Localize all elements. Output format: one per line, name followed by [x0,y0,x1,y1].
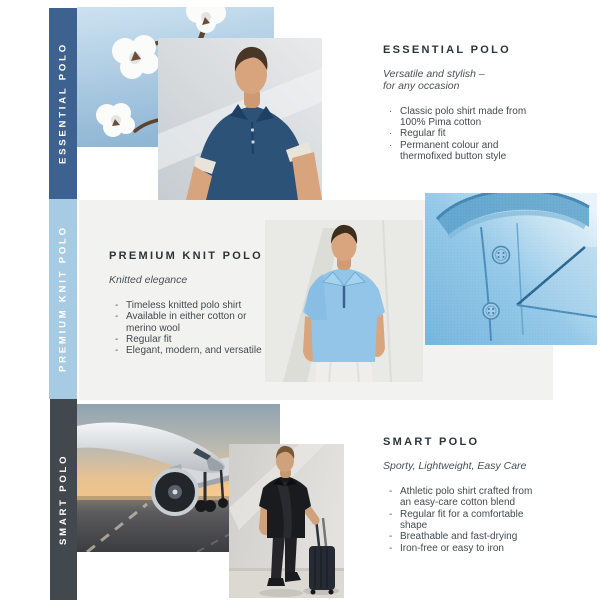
bullet-item [115,300,289,311]
bullet-marker: - [115,299,119,311]
bullet-text: Iron-free or easy to iron [400,542,504,554]
bullet-item [389,509,588,532]
navy-polo-man-photo [158,38,322,200]
bullet-marker: - [389,508,393,520]
side-tab-premium-label: PREMIUM KNIT POLO [57,225,69,373]
bullet-item [115,311,289,334]
premium-knit-polo-subtitle: Knitted elegance [109,274,188,286]
bullet-item [389,128,588,139]
premium-knit-polo-title: PREMIUM KNIT POLO [109,250,263,262]
bullet-marker: - [389,531,393,543]
side-tab-essential-polo [49,8,77,199]
bullet-item [115,345,289,356]
bullet-marker: · [389,105,393,117]
essential-polo-text-block [383,44,588,163]
light-blue-polo-man-illustration [265,220,423,382]
bullet-marker: - [115,334,119,346]
essential-polo-subtitle: Versatile and stylish – for any occasion [383,68,485,92]
side-tab-smart-label: SMART POLO [58,453,69,546]
bullet-text: Regular fit for a comfortable shape [400,508,524,532]
bullet-marker: - [115,311,119,323]
bullet-text: Classic polo shirt made from 100% Pima cotton [400,105,527,128]
essential-polo-bullet-list [389,106,588,163]
bullet-item [389,106,588,129]
bullet-item [389,486,588,509]
smart-polo-subtitle: Sporty, Lightweight, Easy Care [383,460,527,472]
black-polo-man-illustration [229,444,344,598]
premium-knit-polo-bullet-list [115,300,289,357]
side-tab-smart-polo [50,399,77,600]
bullet-marker: · [389,128,393,140]
navy-polo-man-illustration [158,38,322,200]
light-blue-polo-man-photo [265,220,423,382]
bullet-marker: - [389,485,393,497]
bullet-item [389,140,588,163]
bullet-text: Elegant, modern, and versatile [126,345,262,357]
bullet-item [389,543,588,554]
bullet-item [115,334,289,345]
bullet-text: Athletic polo shirt crafted from an easy-care cotton blend [400,485,533,509]
bullet-text: Available in either cotton or merino wool [126,311,247,334]
side-tab-premium-knit-polo [49,199,77,399]
smart-polo-title: SMART POLO [383,436,480,448]
bullet-marker: - [115,345,119,357]
bullet-text: Regular fit [400,128,446,140]
premium-knit-polo-text-block [109,250,289,357]
smart-polo-text-block [383,436,588,554]
polo-collar-closeup-photo [425,193,597,345]
bullet-text: Regular fit [126,334,172,346]
polo-collar-closeup-illustration [425,193,597,345]
black-polo-man-photo [229,444,344,598]
bullet-text: Permanent colour and thermofixed button style [400,139,507,163]
side-tab-essential-label: ESSENTIAL POLO [57,42,69,165]
smart-polo-bullet-list [389,486,588,554]
bullet-marker: · [389,139,393,151]
bullet-text: Breathable and fast-drying [400,531,518,543]
bullet-item [389,531,588,542]
bullet-marker: - [389,542,393,554]
bullet-text: Timeless knitted polo shirt [126,299,242,311]
essential-polo-title: ESSENTIAL POLO [383,44,511,56]
